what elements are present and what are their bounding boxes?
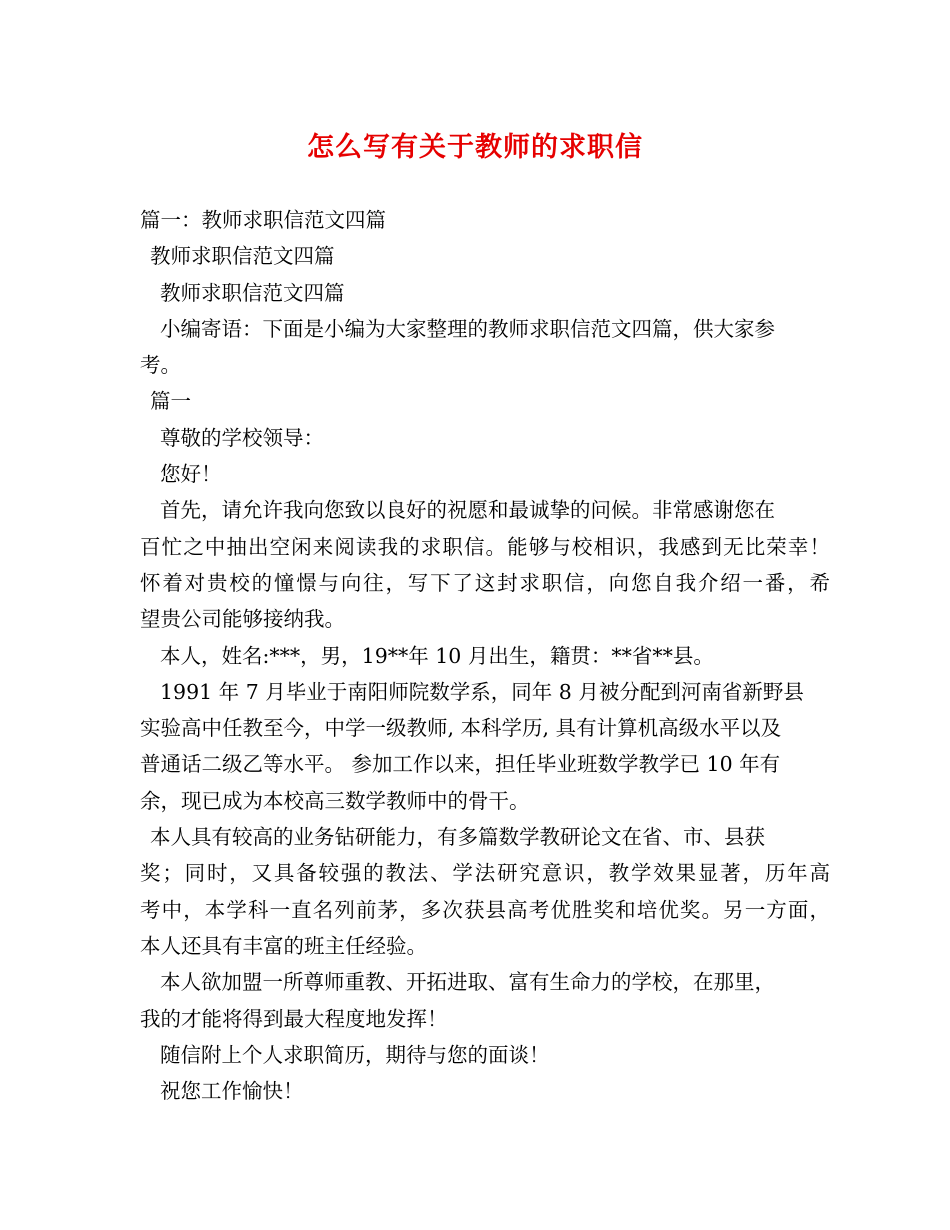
document-body (140, 202, 830, 1109)
text-line: 祝您工作愉快！ (160, 1079, 304, 1104)
text-line: 普通话二级乙等水平。 参加工作以来，担任毕业班数学教学已 10 年有 (140, 752, 781, 777)
text-line: 百忙之中抽出空闲来阅读我的求职信。能够与校相识，我感到无比荣幸！ (140, 534, 830, 559)
text-line: 教师求职信范文四篇 (150, 244, 335, 269)
text-line: 随信附上个人求职简历，期待与您的面谈！ (160, 1042, 550, 1067)
text-line: 教师求职信范文四篇 (160, 280, 345, 305)
text-line: 本人，姓名:***，男，19**年 10 月出生，籍贯：**省**县。 (160, 643, 714, 668)
text-line: 1991 年 7 月毕业于南阳师院数学系，同年 8 月被分配到河南省新野县 (160, 679, 804, 704)
text-line: 我的才能将得到最大程度地发挥！ (140, 1006, 448, 1031)
document-title: 怎么写有关于教师的求职信 (307, 132, 643, 163)
text-line: 怀着对贵校的憧憬与向往，写下了这封求职信，向您自我介绍一番，希 (140, 570, 830, 595)
text-line: 考。 (140, 353, 181, 378)
text-line: 本人还具有丰富的班主任经验。 (140, 933, 427, 958)
text-line: 望贵公司能够接纳我。 (140, 607, 345, 632)
text-line: 篇一 (150, 389, 191, 414)
text-line: 考中，本学科一直名列前茅，多次获县高考优胜奖和培优奖。另一方面， (140, 897, 830, 922)
text-line: 您好！ (160, 462, 222, 487)
text-line: 奖；同时，又具备较强的教法、学法研究意识，教学效果显著，历年高 (140, 861, 830, 886)
text-line: 篇一：教师求职信范文四篇 (140, 208, 386, 232)
text-line: 本人具有较高的业务钻研能力，有多篇数学教研论文在省、市、县获 (150, 825, 765, 850)
text-line: 首先，请允许我向您致以良好的祝愿和最诚挚的问候。非常感谢您在 (160, 498, 775, 523)
text-line: 余，现已成为本校高三数学教师中的骨干。 (140, 788, 530, 813)
text-line: 小编寄语：下面是小编为大家整理的教师求职信范文四篇，供大家参 (160, 316, 775, 341)
text-line: 尊敬的学校领导： (160, 425, 324, 450)
text-line: 本人欲加盟一所尊师重教、开拓进取、富有生命力的学校，在那里， (160, 970, 775, 995)
text-line: 实验高中任教至今，中学一级教师, 本科学历, 具有计算机高级水平以及 (140, 716, 782, 741)
